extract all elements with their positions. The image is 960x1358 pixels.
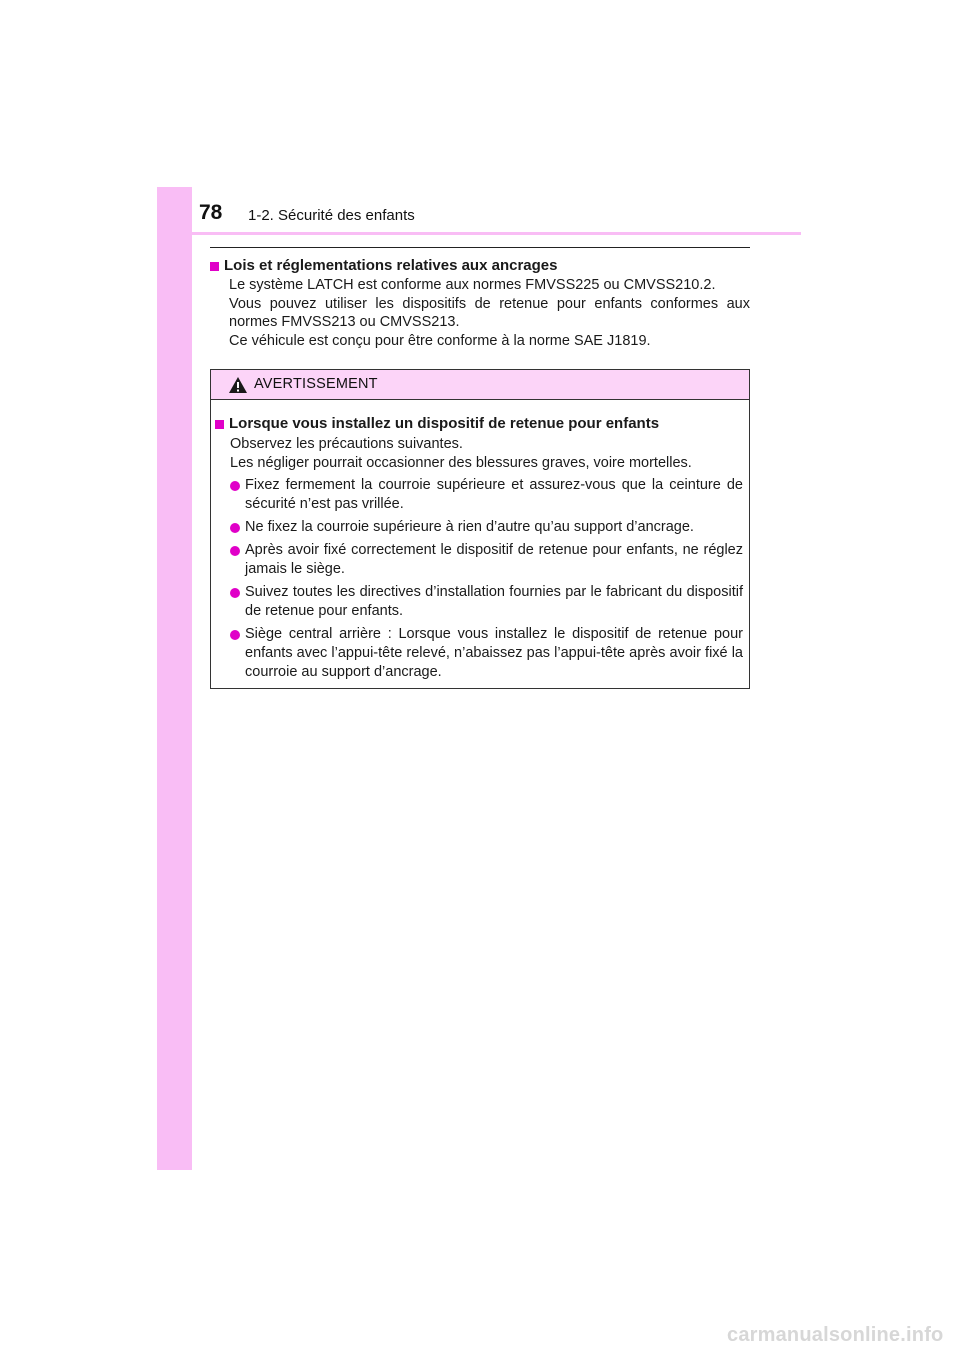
warning-box <box>210 369 750 689</box>
laws-section <box>210 256 750 350</box>
paragraph: Ce véhicule est conçu pour être conforme à la norme SAE J1819. <box>229 332 651 349</box>
warning-heading <box>215 414 743 434</box>
list-item <box>230 518 743 537</box>
bullet-dot-icon <box>230 523 240 533</box>
list-item <box>230 541 743 579</box>
header-rule <box>157 232 801 235</box>
warning-header <box>211 370 749 400</box>
intro-line: Les négliger pourrait occasionner des blessures graves, voire mortelles. <box>230 455 692 471</box>
list-item <box>230 583 743 621</box>
section-heading-text: Lois et réglementations relatives aux ancrages <box>224 257 558 274</box>
square-bullet-icon <box>215 420 224 429</box>
bullet-dot-icon <box>230 481 240 491</box>
watermark-link[interactable]: carmanualsonline.info <box>727 1324 944 1346</box>
section-body <box>210 276 750 350</box>
warning-intro <box>215 435 743 473</box>
side-color-tab <box>157 187 192 1170</box>
list-item-text: Ne fixez la courroie supérieure à rien d’autre qu’au support d’ancrage. <box>245 519 694 535</box>
paragraph: Le système LATCH est conforme aux normes FMVSS225 ou CMVSS210.2. <box>229 277 716 293</box>
square-bullet-icon <box>210 262 219 271</box>
page-number: 78 <box>199 201 223 224</box>
list-item <box>230 476 743 514</box>
paragraph: Vous pouvez utiliser les dispositifs de retenue pour enfants conformes aux normes FMVSS213 ou CMVSS213. <box>229 295 750 330</box>
warning-heading-text: Lorsque vous installez un dispositif de retenue pour enfants <box>229 415 660 432</box>
list-item-text: Siège central arrière : Lorsque vous installez le dispositif de retenue pour enfants avec l’appui-tête relevé, n’abaissez pas l’appui-tête après avoir fixé la courroie au support d’ancrage. <box>245 626 743 680</box>
bullet-dot-icon <box>230 546 240 556</box>
warning-triangle-icon <box>228 376 248 394</box>
precautions-list <box>215 476 743 682</box>
bullet-dot-icon <box>230 630 240 640</box>
intro-line: Observez les précautions suivantes. <box>230 436 463 452</box>
warning-title: AVERTISSEMENT <box>254 376 378 392</box>
list-item-text: Après avoir fixé correctement le dispositif de retenue pour enfants, ne réglez jamais le siège. <box>245 542 743 577</box>
divider <box>210 247 750 248</box>
list-item <box>230 625 743 682</box>
section-heading <box>210 256 750 276</box>
list-item-text: Fixez fermement la courroie supérieure et assurez-vous que la ceinture de sécurité n’est pas vrillée. <box>245 477 743 512</box>
section-title: 1-2. Sécurité des enfants <box>248 207 415 224</box>
warning-content <box>211 400 749 682</box>
list-item-text: Suivez toutes les directives d’installation fournies par le fabricant du dispositif de retenue pour enfants. <box>245 584 743 619</box>
bullet-dot-icon <box>230 588 240 598</box>
